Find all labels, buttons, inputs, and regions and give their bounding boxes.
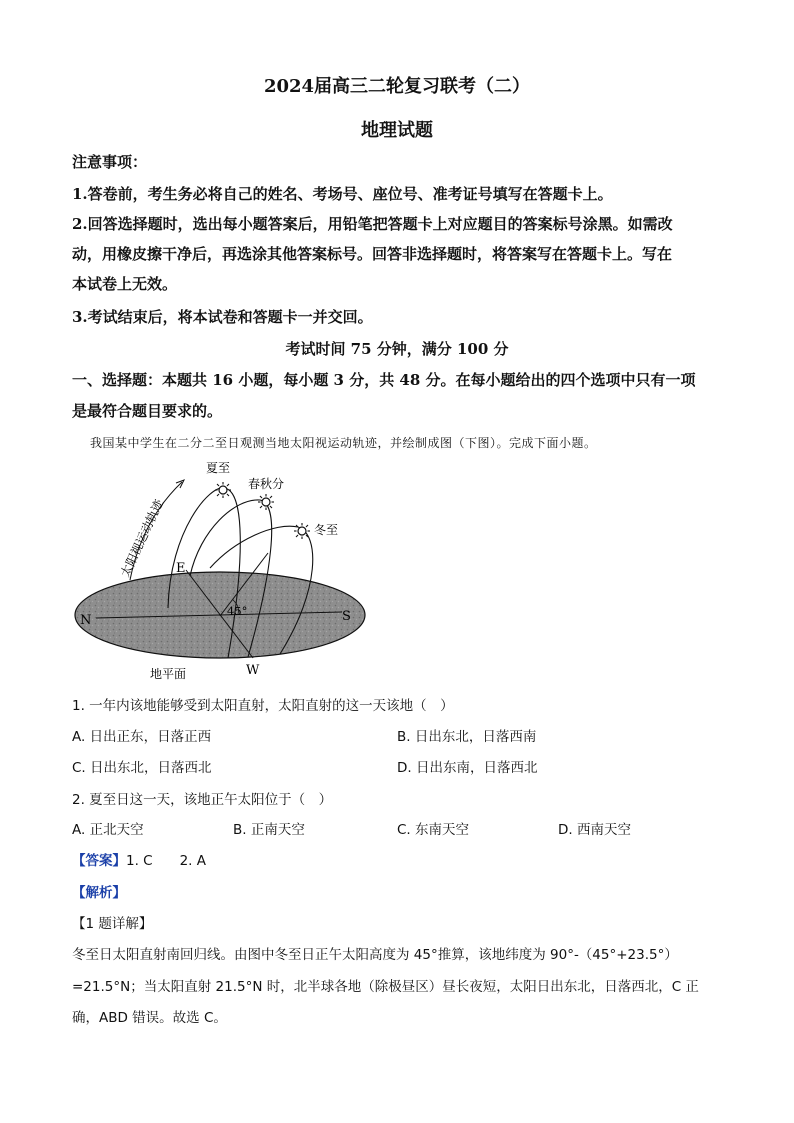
equinox-label: 春秋分 (248, 477, 285, 491)
section-heading-line2: 是最符合题目要求的。 (72, 402, 223, 420)
analysis-line-2: =21.5°N；当太阳直射 21.5°N 时，北半球各地（除极昼区）昼长夜短，太阳日出东北，日落西北，C 正 (72, 979, 699, 995)
question-1-option-a: A. 日出正东，日落正西 (72, 729, 212, 745)
summer-sun-icon (215, 482, 231, 498)
section-heading-line1: 一、选择题：本题共 16 小题，每小题 3 分，共 48 分。在每小题给出的四个选项中只有一项 (72, 371, 696, 389)
question-2-option-b: B. 正南天空 (233, 822, 305, 838)
question-2-option-a: A. 正北天空 (72, 822, 144, 838)
angle-label: 45° (227, 604, 248, 618)
notice-item-2-line1: 2.回答选择题时，选出每小题答案后，用铅笔把答题卡上对应题目的答案标号涂黑。如需改 (72, 215, 673, 233)
notice-item-2-line3: 本试卷上无效。 (72, 275, 178, 293)
question-1-option-c: C. 日出东北，日落西北 (72, 760, 212, 776)
south-label: S (342, 609, 351, 624)
exam-subtitle: 地理试题 (361, 120, 433, 141)
sun-track-label: 太阳视运动轨迹 (118, 497, 167, 580)
west-label: W (246, 663, 260, 678)
question-1-option-d: D. 日出东南，日落西北 (397, 760, 538, 776)
question-2-option-c: C. 东南天空 (397, 822, 470, 838)
notice-item-2-line2: 动，用橡皮擦干净后，再选涂其他答案标号。回答非选择题时，将答案写在答题卡上。写在 (72, 245, 673, 263)
question-intro: 我国某中学生在二分二至日观测当地太阳视运动轨迹，并绘制成图（下图）。完成下面小题。 (90, 436, 597, 450)
exam-title: 2024届高三二轮复习联考（二） (263, 76, 531, 97)
equinox-sun-icon (258, 494, 274, 510)
horizon-label: 地平面 (150, 667, 187, 681)
question-2-stem: 2. 夏至日这一天，该地正午太阳位于（ ） (72, 792, 333, 808)
notice-heading: 注意事项： (72, 153, 148, 171)
exam-time-note: 考试时间 75 分钟，满分 100 分 (285, 340, 509, 358)
answer-value: 1. C 2. A (126, 853, 207, 869)
notice-item-1: 1.答卷前，考生务必将自己的姓名、考场号、座位号、准考证号填写在答题卡上。 (72, 185, 613, 203)
analysis-line-1: 冬至日太阳直射南回归线。由图中冬至日正午太阳高度为 45°推算，该地纬度为 90°-（45°+23.5°） (72, 947, 678, 963)
sun-path-diagram (70, 460, 370, 685)
summer-solstice-label: 夏至 (206, 461, 231, 475)
question-1-option-b: B. 日出东北，日落西南 (397, 729, 537, 745)
question-1-stem: 1. 一年内该地能够受到太阳直射，太阳直射的这一天该地（ ） (72, 698, 454, 714)
winter-sun-icon (294, 523, 310, 539)
notice-item-3: 3.考试结束后，将本试卷和答题卡一并交回。 (72, 308, 373, 326)
answer-tag: 【答案】 (72, 853, 126, 869)
question-2-option-d: D. 西南天空 (558, 822, 631, 838)
analysis-line-3: 确，ABD 错误。故选 C。 (72, 1010, 227, 1026)
analysis-tag: 【解析】 (72, 885, 126, 901)
east-label: E (176, 561, 186, 576)
analysis-detail-tag: 【1 题详解】 (72, 916, 153, 932)
winter-solstice-label: 冬至 (314, 523, 339, 537)
north-label: N (80, 613, 92, 628)
answer-row (72, 849, 206, 869)
